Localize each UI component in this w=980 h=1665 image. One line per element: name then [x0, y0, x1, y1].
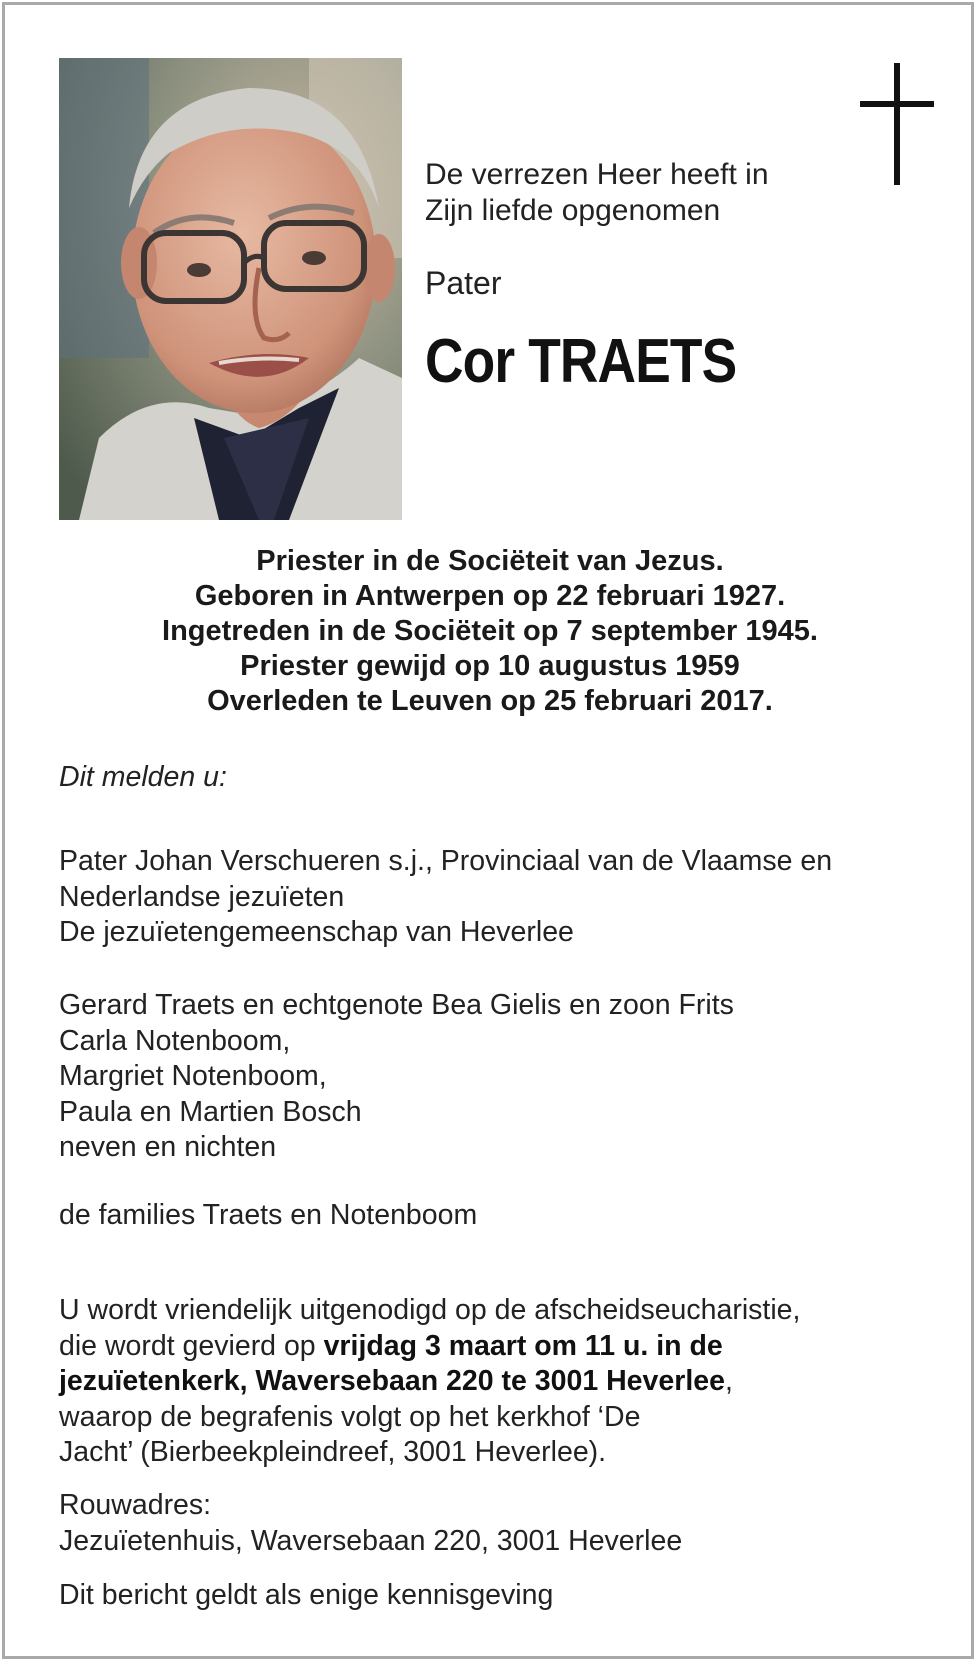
address-label: Rouwadres:: [59, 1489, 212, 1521]
invite-line: [59, 1329, 939, 1365]
deceased-name: Cor TRAETS: [425, 327, 737, 396]
sender-line: Paula en Martien Bosch: [59, 1095, 362, 1128]
sender-line: De jezuïetengemeenschap van Heverlee: [59, 916, 574, 948]
invite-line: U wordt vriendelijk uitgenodigd op de afscheidseucharistie,: [59, 1294, 801, 1326]
announce-heading: Dit melden u:: [59, 761, 227, 793]
fact-line: Priester in de Sociëteit van Jezus.: [256, 545, 724, 577]
invite-line: Jacht’ (Bierbeekpleindreef, 3001 Heverlee).: [59, 1436, 607, 1468]
portrait-illustration: [59, 58, 402, 520]
invite-text: ,: [724, 1365, 733, 1397]
fact-line: Priester gewijd op 10 augustus 1959: [240, 650, 740, 682]
cross-icon: [894, 63, 900, 185]
cross-icon-bar: [860, 101, 934, 107]
sender-line: Nederlandse jezuïeten: [59, 880, 345, 913]
fact-line: Overleden te Leuven op 25 februari 2017.: [207, 685, 773, 717]
sender-line: Carla Notenboom,: [59, 1024, 291, 1057]
invite-date-time: vrijdag 3 maart om 11 u. in de: [323, 1329, 723, 1362]
portrait-photo: [59, 58, 402, 520]
invite-location: jezuïetenkerk, Waversebaan 220 te 3001 Heverlee: [59, 1365, 725, 1397]
biography-facts: [40, 544, 940, 719]
address-value: Jezuïetenhuis, Waversebaan 220, 3001 Heverlee: [59, 1524, 683, 1557]
mourning-address: [59, 1488, 939, 1559]
notice-footer: Dit bericht geldt als enige kennisgeving: [59, 1579, 554, 1611]
funeral-invitation: [59, 1293, 939, 1471]
sender-line: Gerard Traets en echtgenote Bea Gielis en zoon Frits: [59, 989, 734, 1021]
sender-line: Pater Johan Verschueren s.j., Provinciaal van de Vlaamse en: [59, 845, 833, 877]
senders-group-3: de families Traets en Notenboom: [59, 1199, 478, 1231]
intro-line: Zijn liefde opgenomen: [425, 194, 721, 227]
sender-line: neven en nichten: [59, 1131, 277, 1163]
fact-line: Ingetreden in de Sociëteit op 7 september 1945.: [162, 615, 818, 647]
intro-text: [425, 157, 855, 229]
invite-line: [59, 1364, 939, 1400]
senders-group-1: [59, 844, 939, 951]
deceased-title: Pater: [425, 265, 502, 301]
invite-line: waarop de begrafenis volgt op het kerkhof ‘De: [59, 1400, 641, 1433]
fact-line: Geboren in Antwerpen op 22 februari 1927.: [194, 580, 786, 612]
sender-line: Margriet Notenboom,: [59, 1060, 327, 1092]
invite-text: die wordt gevierd op: [59, 1329, 324, 1362]
intro-line: De verrezen Heer heeft in: [425, 158, 769, 191]
senders-group-2: [59, 988, 939, 1166]
